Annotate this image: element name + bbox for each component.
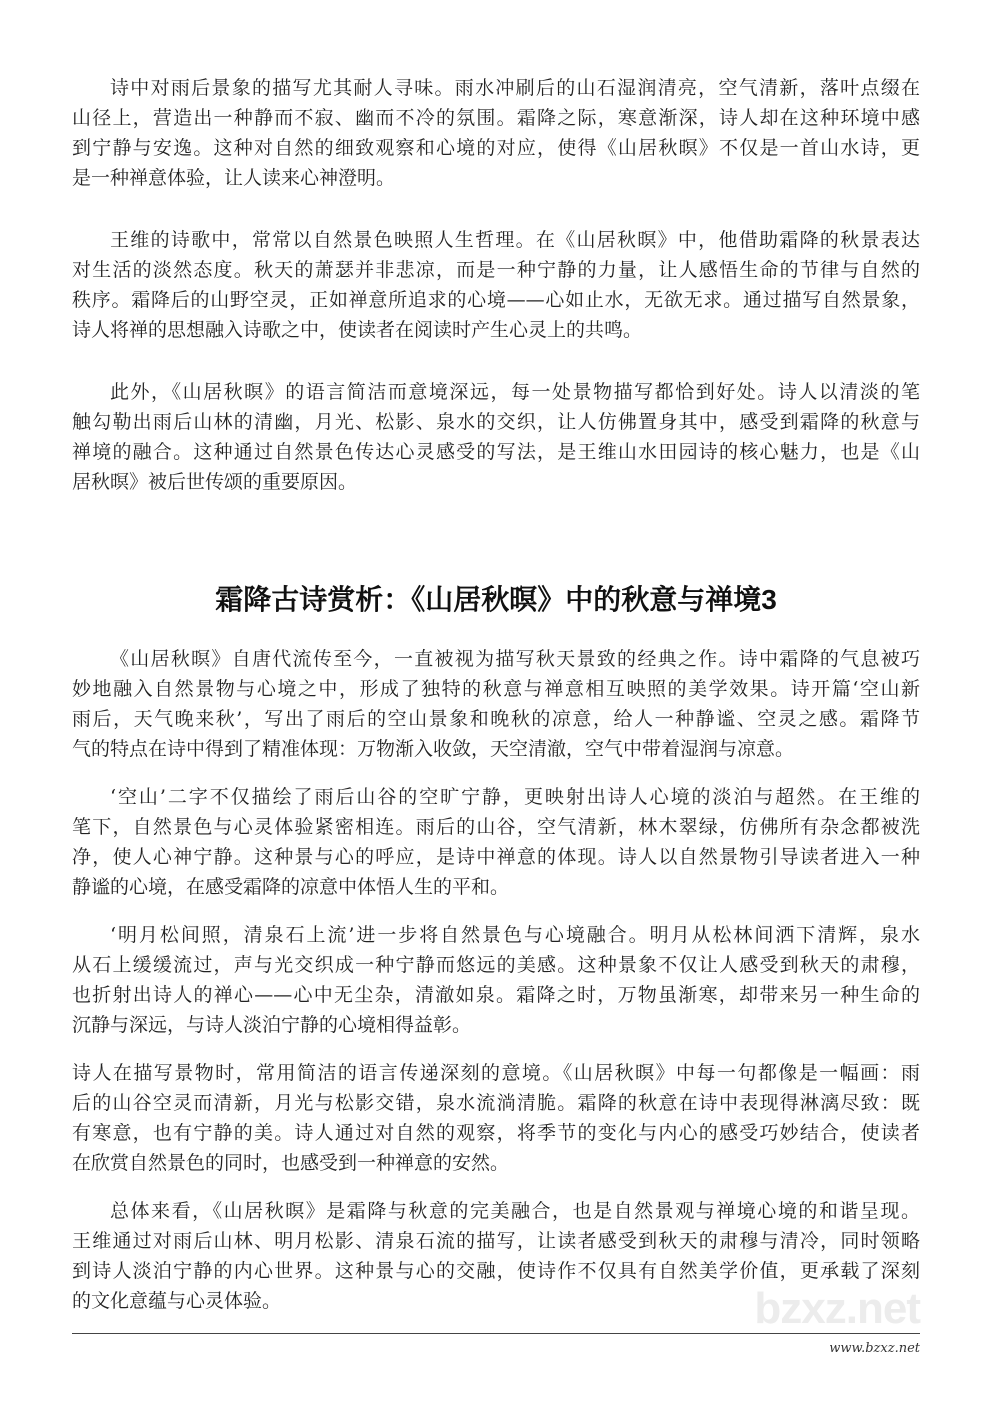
paragraph-line: 也折射出诗人的禅心——心中无尘杂，清澈如泉。霜降之时，万物虽渐寒，却带来另一种生命的 (72, 984, 920, 1006)
paragraph-line: 雨后，天气晚来秋’，写出了雨后的空山景象和晚秋的凉意，给人一种静谧、空灵之感。霜降节 (72, 708, 920, 730)
paragraph-line: 居秋暝》被后世传颂的重要原因。 (72, 471, 358, 493)
paragraph-line: 诗人在描写景物时，常用简洁的语言传递深刻的意境。《山居秋暝》中每一句都像是一幅画：雨 (72, 1062, 920, 1084)
paragraph-line: 王维通过对雨后山林、明月松影、清泉石流的描写，让读者感受到秋天的肃穆与清冷，同时领略 (72, 1230, 920, 1252)
paragraph-line: 静谧的心境，在感受霜降的凉意中体悟人生的平和。 (72, 876, 510, 898)
paragraph (72, 225, 920, 345)
paragraph (72, 1058, 920, 1178)
paragraph-line: 对生活的淡然态度。秋天的萧瑟并非悲凉，而是一种宁静的力量，让人感悟生命的节律与自然的 (72, 259, 920, 281)
paragraph-line: 气的特点在诗中得到了精准体现：万物渐入收敛，天空清澈，空气中带着湿润与凉意。 (72, 738, 795, 760)
paragraph-line: 诗中对雨后景象的描写尤其耐人寻味。雨水冲刷后的山石湿润清亮，空气清新，落叶点缀在 (110, 77, 920, 99)
paragraph-line: ‘空山’二字不仅描绘了雨后山谷的空旷宁静，更映射出诗人心境的淡泊与超然。在王维的 (110, 786, 920, 808)
paragraph-line: 《山居秋暝》自唐代流传至今，一直被视为描写秋天景致的经典之作。诗中霜降的气息被巧 (110, 648, 920, 670)
footer-url[interactable]: www.bzxz.net (829, 1341, 920, 1356)
paragraph-line: 王维的诗歌中，常常以自然景色映照人生哲理。在《山居秋暝》中，他借助霜降的秋景表达 (110, 229, 920, 251)
paragraph-line: 诗人将禅的思想融入诗歌之中，使读者在阅读时产生心灵上的共鸣。 (72, 319, 643, 341)
paragraph (72, 920, 920, 1040)
paragraph (72, 644, 920, 764)
paragraph-line: 净，使人心神宁静。这种景与心的呼应，是诗中禅意的体现。诗人以自然景物引导读者进入一种 (72, 846, 920, 868)
paragraph (72, 377, 920, 497)
paragraph-line: 此外，《山居秋暝》的语言简洁而意境深远，每一处景物描写都恰到好处。诗人以清淡的笔 (110, 381, 920, 403)
paragraph-line: 后的山谷空灵而清新，月光与松影交错，泉水流淌清脆。霜降的秋意在诗中表现得淋漓尽致：既 (72, 1092, 920, 1114)
paragraph-line: 笔下，自然景色与心灵体验紧密相连。雨后的山谷，空气清新，林木翠绿，仿佛所有杂念都被洗 (72, 816, 920, 838)
paragraph-line: 秩序。霜降后的山野空灵，正如禅意所追求的心境——心如止水，无欲无求。通过描写自然景象， (72, 289, 920, 311)
watermark: bzxz.net (754, 1284, 920, 1333)
section-1-body (72, 73, 920, 529)
paragraph (72, 73, 920, 193)
article-title: 霜降古诗赏析：《山居秋暝》中的秋意与禅境3 (215, 584, 777, 615)
paragraph-line: 沉静与深远，与诗人淡泊宁静的心境相得益彰。 (72, 1014, 472, 1036)
paragraph-line: 在欣赏自然景色的同时，也感受到一种禅意的安然。 (72, 1152, 510, 1174)
paragraph-line: 从石上缓缓流过，声与光交织成一种宁静而悠远的美感。这种景象不仅让人感受到秋天的肃穆， (72, 954, 920, 976)
paragraph-line: 山径上，营造出一种静而不寂、幽而不冷的氛围。霜降之际，寒意渐深，诗人却在这种环境中感 (72, 107, 920, 129)
paragraph-line: 是一种禅意体验，让人读来心神澄明。 (72, 167, 396, 189)
paragraph-line: 妙地融入自然景物与心境之中，形成了独特的秋意与禅意相互映照的美学效果。诗开篇‘空山新 (72, 678, 920, 700)
paragraph (72, 1196, 920, 1316)
paragraph (72, 782, 920, 902)
paragraph-line: 禅境的融合。这种通过自然景色传达心灵感受的写法，是王维山水田园诗的核心魅力，也是《山 (72, 441, 920, 463)
paragraph-line: 总体来看，《山居秋暝》是霜降与秋意的完美融合，也是自然景观与禅境心境的和谐呈现。 (110, 1200, 920, 1222)
paragraph-line: 到诗人淡泊宁静的内心世界。这种景与心的交融，使诗作不仅具有自然美学价值，更承载了深刻 (72, 1260, 920, 1282)
paragraph-line: 触勾勒出雨后山林的清幽，月光、松影、泉水的交织，让人仿佛置身其中，感受到霜降的秋意与 (72, 411, 920, 433)
section-2-body (72, 644, 920, 1334)
paragraph-line: 到宁静与安逸。这种对自然的细致观察和心境的对应，使得《山居秋暝》不仅是一首山水诗，更 (72, 137, 920, 159)
paragraph-line: 的文化意蕴与心灵体验。 (72, 1290, 282, 1312)
paragraph-line: ‘明月松间照，清泉石上流’进一步将自然景色与心境融合。明月从松林间洒下清辉，泉水 (110, 924, 920, 946)
paragraph-line: 有寒意，也有宁静的美。诗人通过对自然的观察，将季节的变化与内心的感受巧妙结合，使读者 (72, 1122, 920, 1144)
